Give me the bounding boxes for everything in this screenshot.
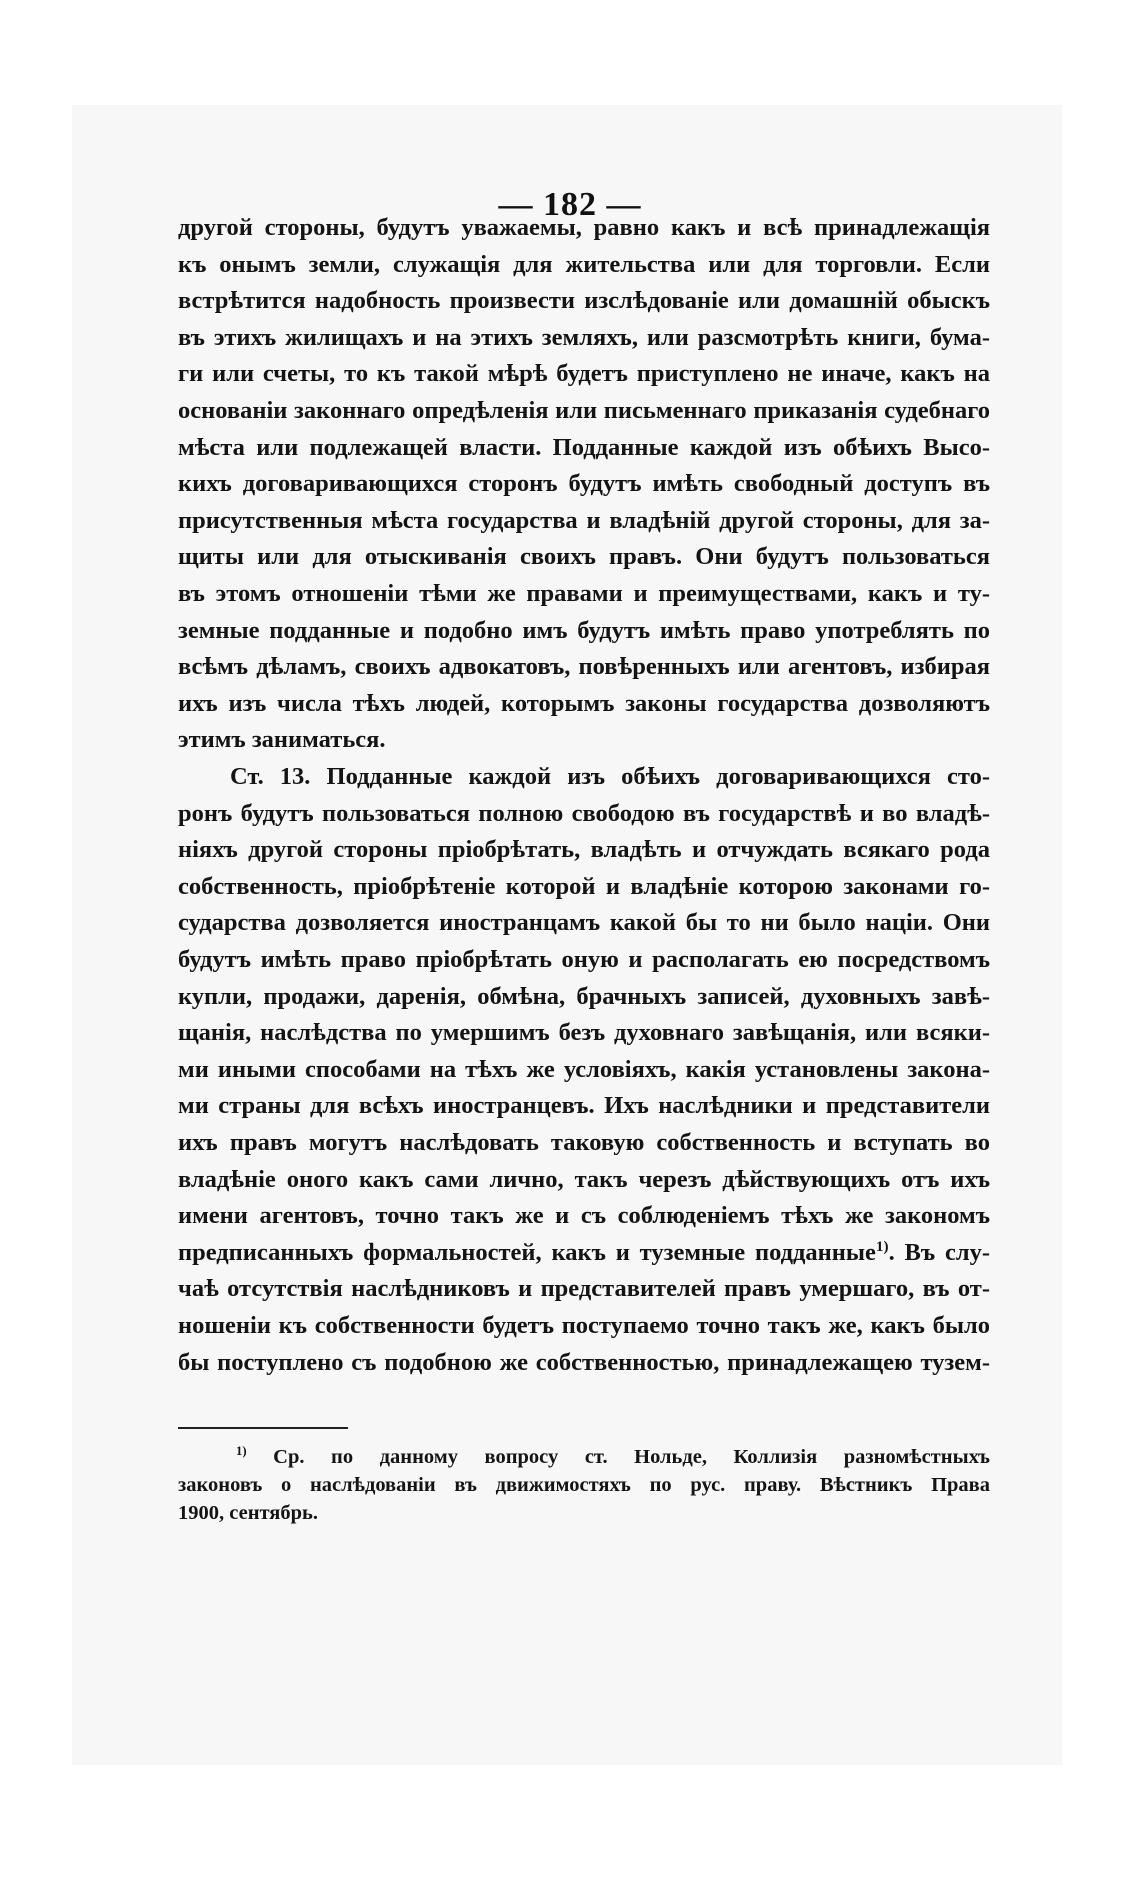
text-line: будутъ имѣть право пріобрѣтать оную и располагать ею посредствомъ xyxy=(178,945,990,973)
text-line: ніяхъ другой стороны пріобрѣтать, владѣть и отчуждать всякаго рода xyxy=(178,836,990,864)
text-line: основаніи законнаго опредѣленія или письменнаго приказанія судебнаго xyxy=(178,396,990,424)
text-line-with-footnote xyxy=(178,1235,990,1272)
text-line: мѣста или подлежащей власти. Подданные каждой изъ обѣихъ Высо- xyxy=(178,433,990,461)
text-segment: предписанныхъ формальностей, какъ и туземные подданные xyxy=(178,1238,876,1266)
text-line: купли, продажи, даренія, обмѣна, брачныхъ записей, духовныхъ завѣ- xyxy=(178,982,990,1010)
text-line: ги или счеты, то къ такой мѣрѣ будетъ приступлено не иначе, какъ на xyxy=(178,360,990,388)
text-line: чаѣ отсутствія наслѣдниковъ и представителей правъ умершаго, въ от- xyxy=(178,1275,990,1303)
text-line: кихъ договаривающихся сторонъ будутъ имѣть свободный доступъ въ xyxy=(178,470,990,498)
footnote-line: 1900, сентябрь. xyxy=(178,1502,319,1524)
text-line: ми иными способами на тѣхъ же условіяхъ, какія установлены закона- xyxy=(178,1055,990,1083)
text-line: ихъ правъ могутъ наслѣдовать таковую собственность и вступать во xyxy=(178,1128,990,1156)
text-line: въ этихъ жилищахъ и на этихъ земляхъ, или разсмотрѣть книги, бума- xyxy=(178,323,990,351)
text-line: ношеніи къ собственности будетъ поступаемо точно такъ же, какъ было xyxy=(178,1311,990,1339)
text-line: земные подданные и подобно имъ будутъ имѣть право употреблять по xyxy=(178,616,990,644)
text-line: владѣніе оного какъ сами лично, такъ черезъ дѣйствующихъ отъ ихъ xyxy=(178,1165,990,1193)
text-line: щиты или для отыскиванія своихъ правъ. Они будутъ пользоваться xyxy=(178,543,990,571)
text-line: имени агентовъ, точно такъ же и съ соблюденіемъ тѣхъ же закономъ xyxy=(178,1202,990,1230)
text-line: ронъ будутъ пользоваться полною свободою въ государствѣ и во владѣ- xyxy=(178,799,990,827)
text-line: встрѣтится надобность произвести изслѣдованіе или домашній обыскъ xyxy=(178,287,990,315)
footnote-line xyxy=(178,1443,990,1471)
article-13-paragraph xyxy=(178,759,990,1381)
footnote-number: 1) xyxy=(236,1444,247,1459)
text-line: къ онымъ земли, служащія для жительства или для торговли. Если xyxy=(178,250,990,278)
text-line: присутственныя мѣста государства и владѣній другой стороны, для за- xyxy=(178,506,990,534)
footnote-line: законовъ о наслѣдованіи въ движимостяхъ по рус. праву. Вѣстникъ Права xyxy=(178,1474,990,1496)
footnotes xyxy=(178,1443,990,1527)
text-segment: . Въ слу- xyxy=(888,1238,990,1266)
text-line: бы поступлено съ подобною же собственностью, принадлежащею тузем- xyxy=(178,1348,990,1376)
text-line: Ст. 13. Подданные каждой изъ обѣихъ договаривающихся сто- xyxy=(230,763,990,790)
footnote-divider xyxy=(178,1427,348,1429)
text-line: другой стороны, будутъ уважаемы, равно какъ и всѣ принадлежащія xyxy=(178,214,990,241)
footnote-text: Ср. по данному вопросу ст. Нольде, Коллизія разномѣстныхъ xyxy=(273,1446,990,1468)
page-number: — 182 — xyxy=(498,186,642,223)
text-line: щанія, наслѣдства по умершимъ безъ духовнаго завѣщанія, или всяки- xyxy=(178,1019,990,1047)
footnote-marker[interactable]: 1) xyxy=(875,1237,889,1255)
paragraph-continuation xyxy=(178,210,990,759)
text-line: сударства дозволяется иностранцамъ какой бы то ни было націи. Они xyxy=(178,909,990,937)
text-line: ихъ изъ числа тѣхъ людей, которымъ законы государства дозволяютъ xyxy=(178,689,990,717)
text-line: собственность, пріобрѣтеніе которой и владѣніе которою законами го- xyxy=(178,872,990,900)
text-line: всѣмъ дѣламъ, своихъ адвокатовъ, повѣренныхъ или агентовъ, избирая xyxy=(178,653,990,681)
text-line: ми страны для всѣхъ иностранцевъ. Ихъ наслѣдники и представители xyxy=(178,1092,990,1120)
text-line: этимъ заниматься. xyxy=(178,726,386,754)
text-line: въ этомъ отношеніи тѣми же правами и преимуществами, какъ и ту- xyxy=(178,579,990,607)
